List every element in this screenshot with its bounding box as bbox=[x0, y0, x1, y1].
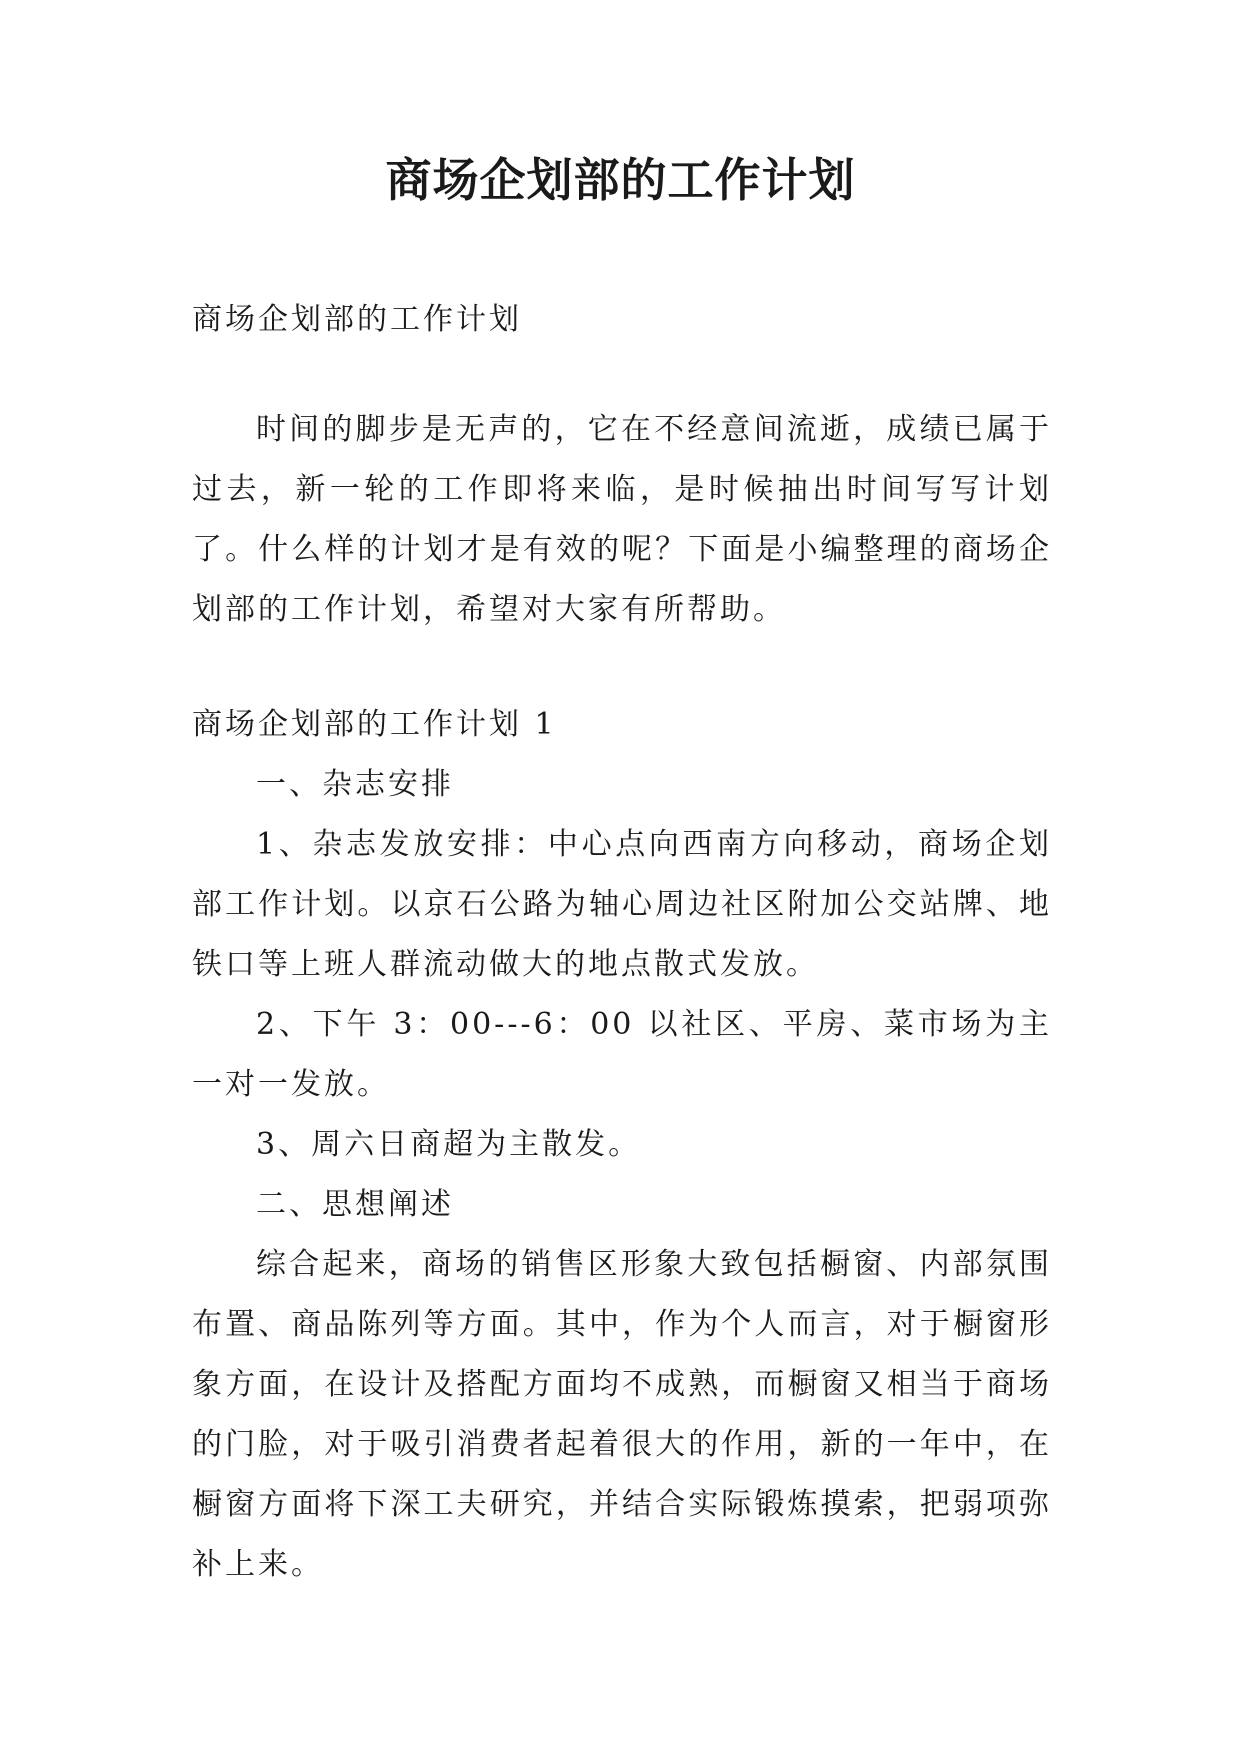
paragraph-sales-area-image: 综合起来，商场的销售区形象大致包括橱窗、内部氛围布置、商品陈列等方面。其中，作为个人而言，对于橱窗形象方面，在设计及搭配方面均不成熟，而橱窗又相当于商场的门脸，对于吸引消费者起着很大的作用，新的一年中，在橱窗方面将下深工夫研究，并结合实际锻炼摸索，把弱项弥补上来。 bbox=[192, 1247, 1052, 1582]
paragraph-distribution-plan: 1、杂志发放安排：中心点向西南方向移动，商场企划部工作计划。以京石公路为轴心周边社区附加公交站牌、地铁口等上班人群流动做大的地点散式发放。 bbox=[192, 827, 1052, 982]
intro-paragraph: 时间的脚步是无声的，它在不经意间流逝，成绩已属于过去，新一轮的工作即将来临，是时候抽出时间写写计划了。什么样的计划才是有效的呢？下面是小编整理的商场企划部的工作计划，希望对大家有所帮助。 bbox=[192, 412, 1052, 627]
section-1 bbox=[192, 695, 1052, 1595]
heading-magazine-arrangement: 一、杂志安排 bbox=[256, 767, 454, 802]
paragraph-afternoon-distribution: 2、下午 3：00---6：00 以社区、平房、菜市场为主一对一发放。 bbox=[192, 1007, 1052, 1102]
paragraph-weekend-distribution: 3、周六日商超为主散发。 bbox=[256, 1127, 642, 1162]
intro-block bbox=[192, 400, 1052, 640]
document-title: 商场企划部的工作计划 bbox=[385, 153, 856, 207]
document-subtitle: 商场企划部的工作计划 bbox=[192, 302, 522, 337]
heading-thought-elaboration: 二、思想阐述 bbox=[256, 1187, 454, 1222]
section-heading: 商场企划部的工作计划 1 bbox=[192, 707, 557, 742]
